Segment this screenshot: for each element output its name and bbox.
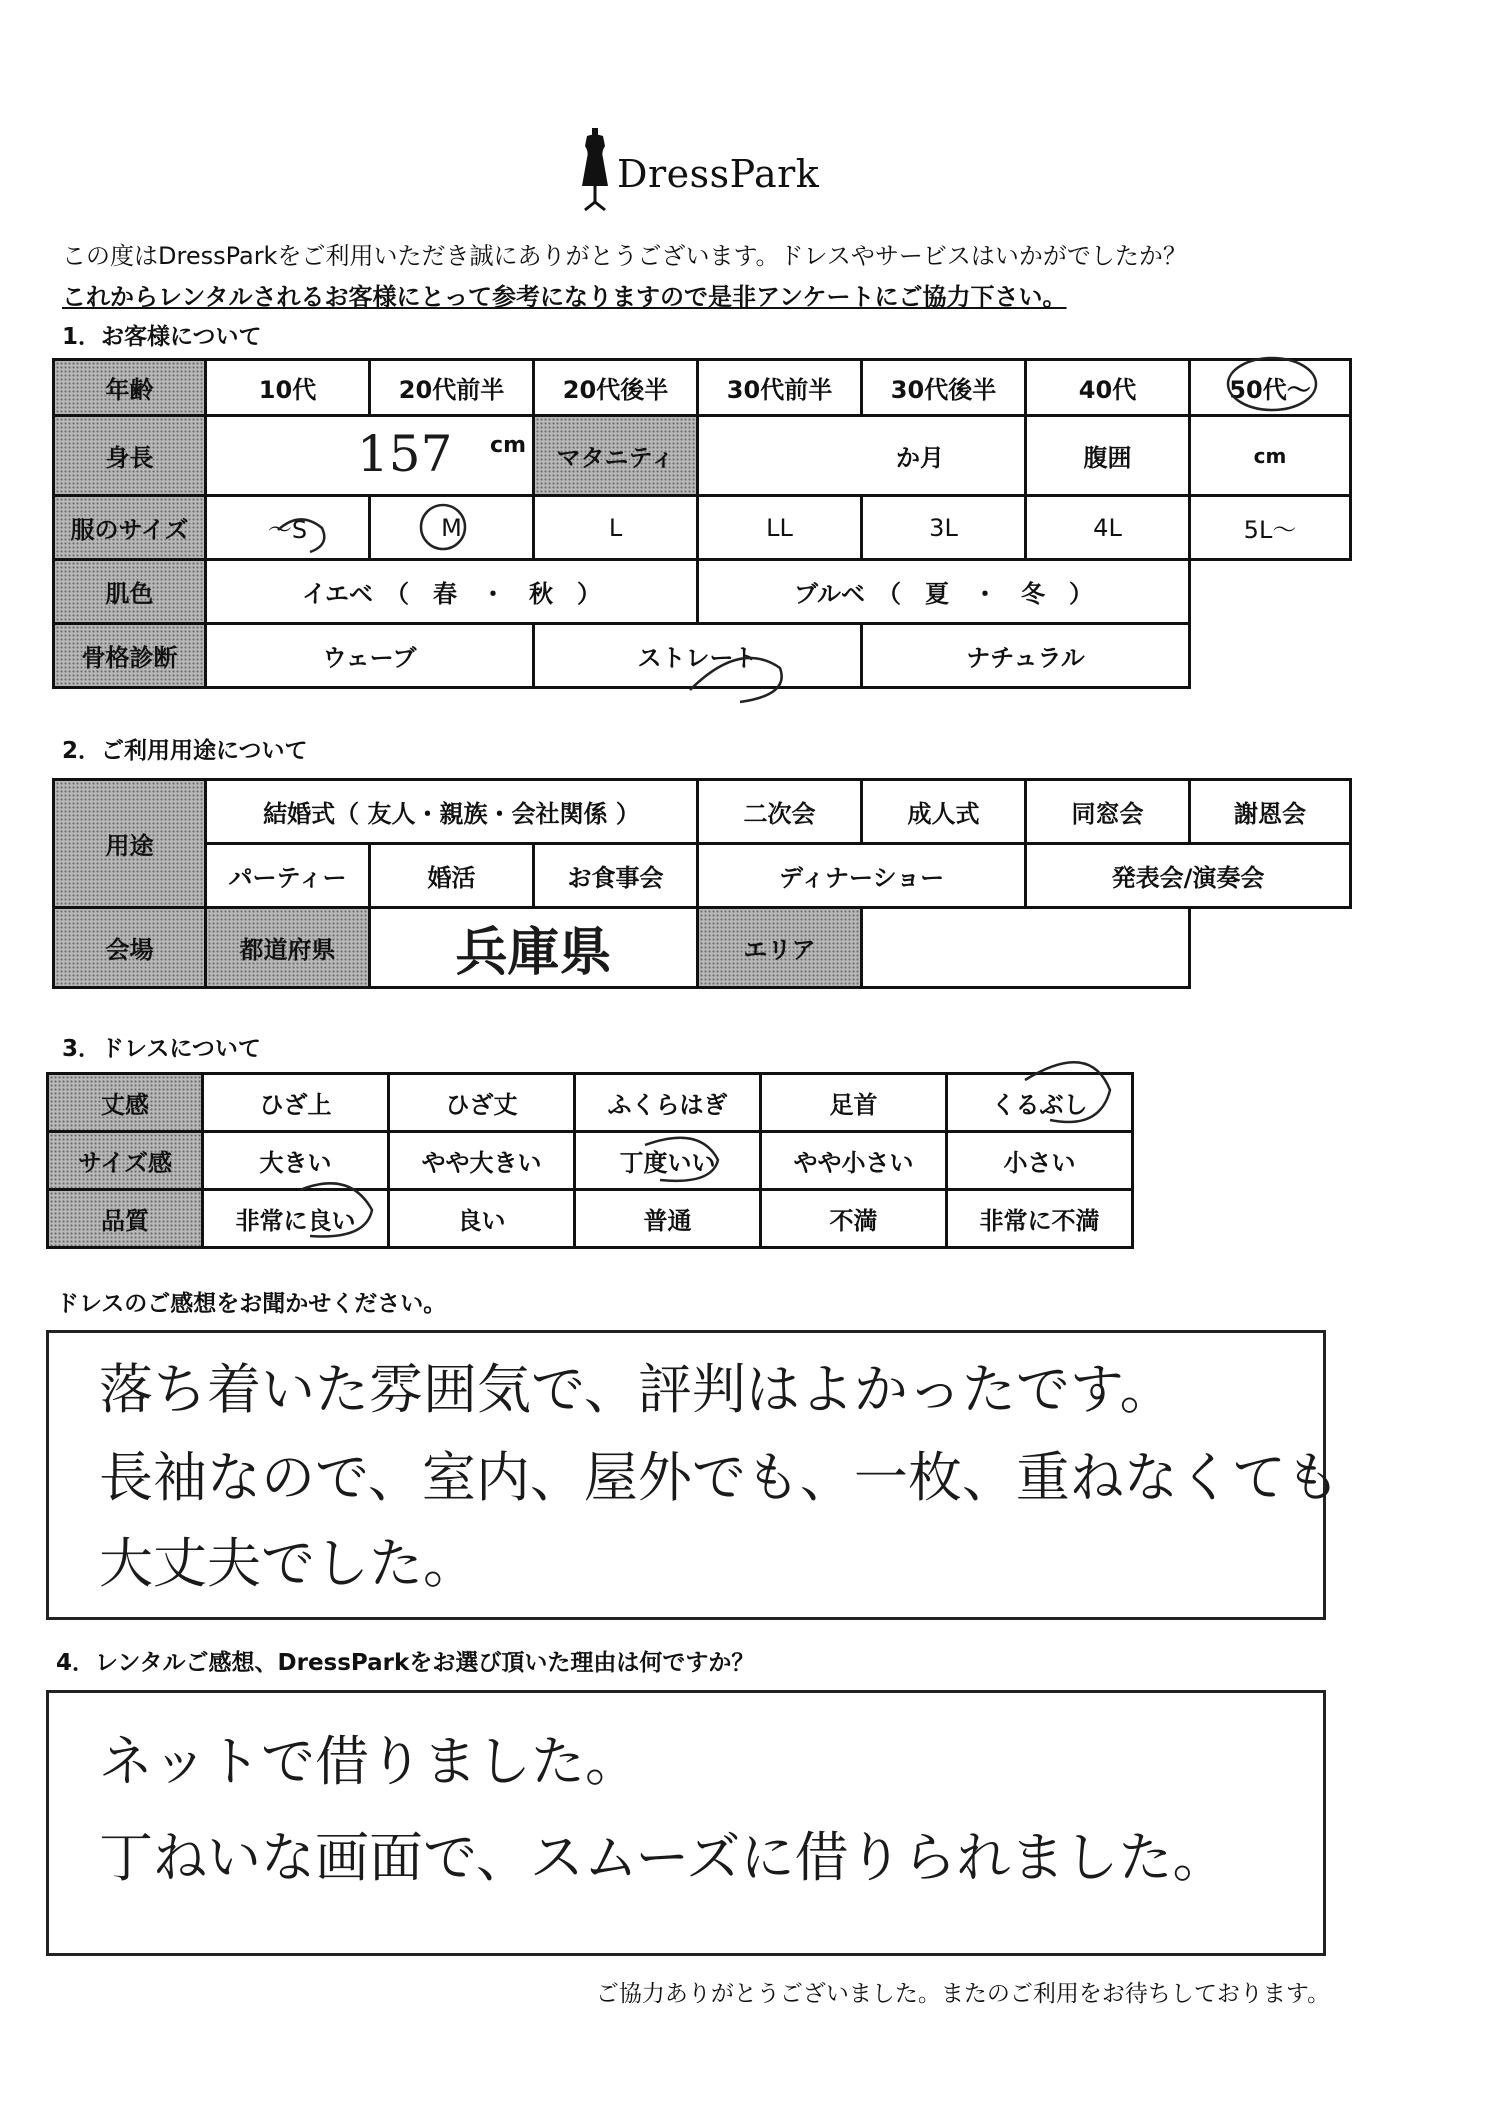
area-label: エリア [698,908,862,988]
dress-comment-box[interactable] [46,1330,1340,1620]
section3-title: 3．ドレスについて [62,1036,261,1062]
purpose-after-party[interactable]: 二次会 [698,780,862,844]
thanks-message: ご協力ありがとうございました。またのご利用をお待ちしております。 [595,1981,1330,2007]
frame-option-wave[interactable]: ウェーブ [206,624,534,688]
purpose-dinner-show[interactable]: ディナーショー [698,844,1026,908]
area-value[interactable] [862,908,1190,988]
size-option-ll[interactable]: LL [698,496,862,560]
maternity-field[interactable] [698,416,1026,496]
maternity-unit: か月 [896,444,944,472]
dress-comment-line: 落ち着いた雰囲気で、評判はよかったです。 [99,1358,1174,1421]
quality-option-normal[interactable]: 普通 [575,1190,761,1248]
fit-label: サイズ感 [48,1132,203,1190]
age-option-50s-plus[interactable]: 50代～ [1190,360,1351,416]
size-option-m[interactable]: M [370,496,534,560]
length-option-above-knee[interactable]: ひざ上 [203,1074,389,1132]
fit-option-just-right[interactable]: 丁度いい [575,1132,761,1190]
quality-option-dissatisfied[interactable]: 不満 [761,1190,947,1248]
size-option-s[interactable]: ～S [206,496,370,560]
waist-field[interactable] [1190,416,1351,496]
usage-table [52,778,1352,989]
frame-label: 骨格診断 [54,624,206,688]
dress-comment-prompt: ドレスのご感想をお聞かせください。 [56,1291,447,1317]
rental-comment-line: 丁ねいな画面で、スムーズに借りられました。 [99,1826,1227,1889]
frame-option-natural[interactable]: ナチュラル [862,624,1190,688]
prefecture-label: 都道府県 [206,908,370,988]
age-option-10s[interactable]: 10代 [206,360,370,416]
section4-title: 4．レンタルご感想、DressParkをお選び頂いた理由は何ですか？ [56,1650,755,1676]
size-option-5l[interactable]: 5L～ [1190,496,1351,560]
fit-option-slightly-small[interactable]: やや小さい [761,1132,947,1190]
age-option-early-30s[interactable]: 30代前半 [698,360,862,416]
size-label: 服のサイズ [54,496,206,560]
length-option-ankle[interactable]: 足首 [761,1074,947,1132]
purpose-label: 用途 [54,780,206,908]
quality-option-very-good[interactable]: 非常に良い [203,1190,389,1248]
height-value: 157 [357,425,453,483]
height-label: 身長 [54,416,206,496]
intro-line: この度はDressParkをご利用いただき誠にありがとうございます。ドレスやサービスはいかがでしたか？ [62,242,1187,270]
age-option-40s[interactable]: 40代 [1026,360,1190,416]
dress-table [46,1072,1134,1249]
purpose-recital[interactable]: 発表会/演奏会 [1026,844,1351,908]
dress-comment-line: 長袖なので、室内、屋外でも、一枚、重ねなくても [99,1446,1340,1509]
section1-title: 1．お客様について [62,324,262,350]
age-option-early-20s[interactable]: 20代前半 [370,360,534,416]
dress-form-icon [575,128,615,213]
purpose-dinner[interactable]: お食事会 [534,844,698,908]
waist-label: 腹囲 [1026,416,1190,496]
age-option-late-30s[interactable]: 30代後半 [862,360,1026,416]
intro-request-line: これからレンタルされるお客様にとって参考になりますので是非アンケートにご協力下さい。 [62,283,1067,311]
rental-comment-box[interactable] [46,1690,1326,1956]
length-option-ankle-bone[interactable]: くるぶし [947,1074,1133,1132]
age-option-late-20s[interactable]: 20代後半 [534,360,698,416]
quality-option-very-dissatisfied[interactable]: 非常に不満 [947,1190,1133,1248]
size-option-l[interactable]: L [534,496,698,560]
age-label: 年齢 [54,360,206,416]
purpose-konkatsu[interactable]: 婚活 [370,844,534,908]
purpose-party[interactable]: パーティー [206,844,370,908]
purpose-wedding[interactable]: 結婚式（ 友人・親族・会社関係 ） [206,780,698,844]
size-option-3l[interactable]: 3L [862,496,1026,560]
customer-table [52,358,1352,689]
length-label: 丈感 [48,1074,203,1132]
waist-unit: cm [1253,443,1287,468]
length-option-calf[interactable]: ふくらはぎ [575,1074,761,1132]
skin-option-blue-base[interactable]: ブルベ （ 夏 ・ 冬 ） [698,560,1190,624]
dress-comment-line: 大丈夫でした。 [99,1532,477,1595]
brand-name: DressPark [617,152,820,196]
quality-option-good[interactable]: 良い [389,1190,575,1248]
fit-option-small[interactable]: 小さい [947,1132,1133,1190]
purpose-coming-of-age[interactable]: 成人式 [862,780,1026,844]
height-unit: cm [490,433,526,458]
dresspark-logo [575,128,835,213]
height-field[interactable] [206,416,534,496]
fit-option-slightly-large[interactable]: やや大きい [389,1132,575,1190]
section2-title: 2．ご利用用途について [62,738,308,764]
skin-label: 肌色 [54,560,206,624]
frame-option-straight[interactable]: ストレート [534,624,862,688]
size-option-4l[interactable]: 4L [1026,496,1190,560]
quality-label: 品質 [48,1190,203,1248]
prefecture-value[interactable]: 兵庫県 [370,908,698,988]
fit-option-large[interactable]: 大きい [203,1132,389,1190]
skin-option-yellow-base[interactable]: イエベ （ 春 ・ 秋 ） [206,560,698,624]
purpose-thank-you-party[interactable]: 謝恩会 [1190,780,1351,844]
purpose-reunion[interactable]: 同窓会 [1026,780,1190,844]
venue-label: 会場 [54,908,206,988]
rental-comment-line: ネットで借りました。 [99,1730,639,1793]
maternity-label: マタニティ [534,416,698,496]
length-option-knee[interactable]: ひざ丈 [389,1074,575,1132]
